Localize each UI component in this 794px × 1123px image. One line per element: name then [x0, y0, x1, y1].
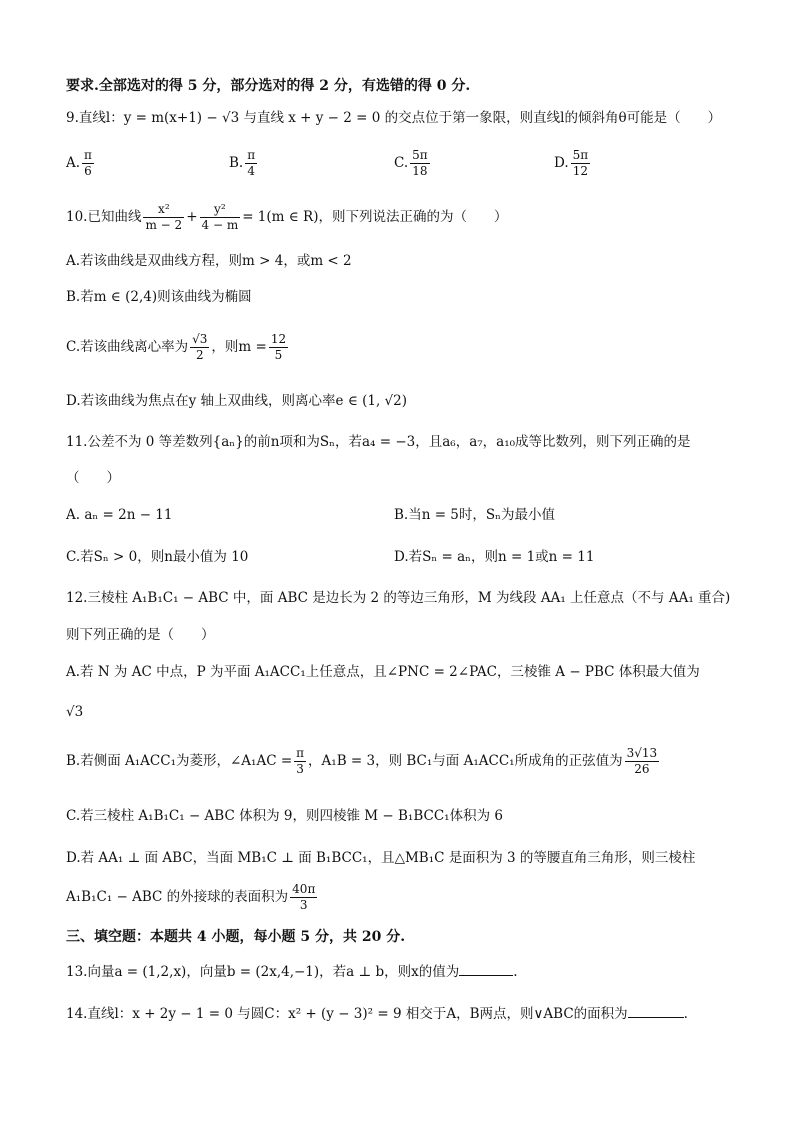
q13-answer-blank[interactable]	[459, 963, 513, 976]
q9-option-a: A. $\frac{\pi}{6}$	[66, 148, 92, 178]
q11-stem: 11.公差不为 0 等差数列{aₙ}的前n项和为Sₙ，若a₄ = −3，且a₆，a₇，a₁₀成等比数列，则下列正确的是	[66, 434, 691, 450]
q10-option-b: B.若m ∈ (2,4)则该曲线为椭圆	[66, 289, 252, 305]
q14-stem: 14.直线l：x + 2y − 1 = 0 与圆C：x² + (y − 3)² = 9 相交于A，B两点，则∨ABC的面积为 .	[66, 1006, 688, 1022]
q10-option-d: D.若该曲线为焦点在y 轴上双曲线，则离心率e ∈ (1, √2)	[66, 393, 408, 409]
q9-stem: 9.直线l：y = m(x+1) − √3 与直线 x + y − 2 = 0 的交点位于第一象限，则直线l的倾斜角θ可能是（ ）	[66, 110, 722, 126]
q12-option-c: C.若三棱柱 A₁B₁C₁ − ABC 体积为 9，则四棱锥 M − B₁BCC₁体积为 6	[66, 808, 503, 824]
q9-option-b: B. $\frac{\pi}{4}$	[229, 148, 256, 178]
q11-option-c: C.若Sₙ > 0，则n最小值为 10	[66, 549, 249, 565]
q11-option-d: D.若Sₙ = aₙ，则n = 1或n = 11	[394, 549, 595, 565]
q12-option-d-2: A₁B₁C₁ − ABC 的外接球的表面积为 $\frac{40\pi}{3}$	[66, 882, 316, 912]
q10-stem: 10.已知曲线 $\frac{\text{x²}}{m - 2}$ + $\frac{\text{y²}}{4 - m}$ = 1(m ∈ R)，则下列说法正确的为（ ）	[66, 202, 508, 232]
q13-stem: 13.向量a = (1,2,x)，向量b = (2x,4,−1)，若a ⊥ b，则x的值为 .	[66, 964, 518, 980]
section-requirement: 要求.全部选对的得 5 分，部分选对的得 2 分，有选错的得 0 分.	[66, 78, 471, 94]
q11-option-a: A. aₙ = 2n − 11	[66, 507, 173, 523]
q12-stem-2: 则下列正确的是（ ）	[66, 627, 215, 643]
q12-option-a: A.若 N 为 AC 中点，P 为平面 A₁ACC₁上任意点，且∠PNC = 2∠PAC，三棱锥 A − PBC 体积最大值为	[66, 664, 700, 680]
q10-option-a: A.若该曲线是双曲线方程，则m > 4，或m < 2	[66, 253, 352, 269]
q12-option-d: D.若 AA₁ ⊥ 面 ABC，当面 MB₁C ⊥ 面 B₁BCC₁，且△MB₁C 是面积为 3 的等腰直角三角形，则三棱柱	[66, 850, 696, 866]
q11-answer-paren: （ ）	[66, 470, 120, 486]
q9-option-d: D. $\frac{5\pi}{12}$	[554, 148, 589, 178]
q11-option-b: B.当n = 5时，Sₙ为最小值	[394, 507, 555, 523]
q14-answer-blank[interactable]	[628, 1005, 684, 1018]
q12-stem: 12.三棱柱 A₁B₁C₁ − ABC 中，面 ABC 是边长为 2 的等边三角形，M 为线段 AA₁ 上任意点（不与 AA₁ 重合)	[66, 590, 731, 606]
q12-option-a-2: √3	[66, 704, 84, 720]
q9-option-c: C. $\frac{5\pi}{18}$	[394, 148, 428, 178]
section-3-heading: 三、填空题：本题共 4 小题，每小题 5 分，共 20 分.	[66, 929, 406, 945]
q12-option-b: B.若侧面 A₁ACC₁为菱形，∠A₁AC = $\frac{\pi}{3}$ ，A₁B = 3，则 BC₁与面 A₁ACC₁所成角的正弦值为 $\frac{3√13}{26}$	[66, 746, 658, 776]
q10-option-c: C.若该曲线离心率为 $\frac{√3}{2}$ ，则m = $\frac{12}{5}$	[66, 332, 287, 362]
